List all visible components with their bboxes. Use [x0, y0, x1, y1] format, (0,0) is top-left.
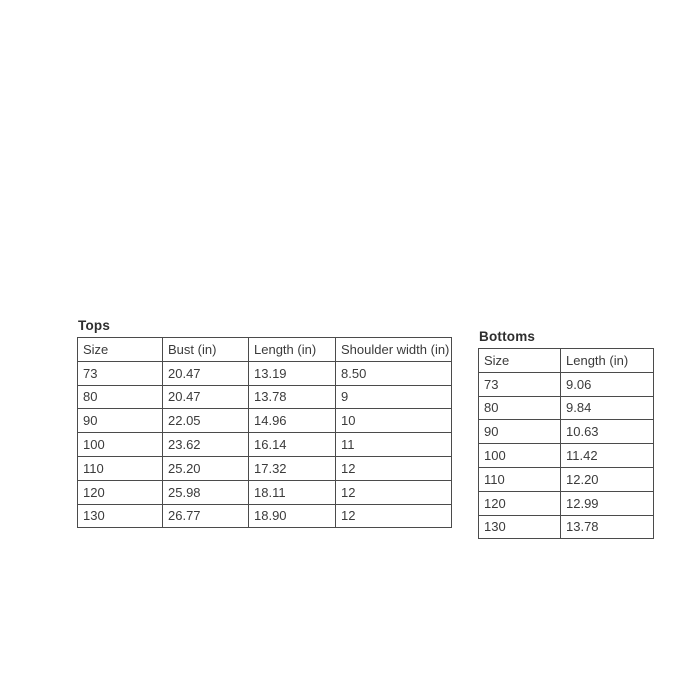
table-cell: 73: [78, 361, 163, 385]
table-cell: 11: [336, 433, 452, 457]
table-cell: 9.06: [561, 372, 654, 396]
column-header: Length (in): [249, 338, 336, 362]
table-cell: 100: [78, 433, 163, 457]
table-cell: 13.78: [561, 515, 654, 539]
table-cell: 80: [78, 385, 163, 409]
table-cell: 12: [336, 504, 452, 528]
table-cell: 23.62: [163, 433, 249, 457]
table-row: [78, 409, 452, 433]
table-row: [479, 420, 654, 444]
table-cell: 130: [78, 504, 163, 528]
table-row: [479, 515, 654, 539]
table-cell: 22.05: [163, 409, 249, 433]
table-cell: 120: [78, 480, 163, 504]
table-cell: 10: [336, 409, 452, 433]
table-cell: 9.84: [561, 396, 654, 420]
table-cell: 25.98: [163, 480, 249, 504]
table-row: [479, 372, 654, 396]
table-cell: 8.50: [336, 361, 452, 385]
column-header: Length (in): [561, 349, 654, 373]
table-cell: 12.99: [561, 491, 654, 515]
table-cell: 26.77: [163, 504, 249, 528]
table-cell: 17.32: [249, 456, 336, 480]
table-cell: 18.11: [249, 480, 336, 504]
table-row: [78, 480, 452, 504]
table-cell: 11.42: [561, 444, 654, 468]
table-row: [479, 467, 654, 491]
table-cell: 9: [336, 385, 452, 409]
column-header: Shoulder width (in): [336, 338, 452, 362]
header-row: [78, 338, 452, 362]
bottoms-size-chart: [478, 329, 654, 539]
table-row: [479, 396, 654, 420]
table-cell: 13.78: [249, 385, 336, 409]
table-cell: 80: [479, 396, 561, 420]
table-cell: 10.63: [561, 420, 654, 444]
tops-size-chart: [77, 318, 452, 528]
table-cell: 100: [479, 444, 561, 468]
table-cell: 13.19: [249, 361, 336, 385]
table-cell: 14.96: [249, 409, 336, 433]
table-cell: 20.47: [163, 361, 249, 385]
column-header: Size: [78, 338, 163, 362]
table-cell: 120: [479, 491, 561, 515]
table-row: [78, 385, 452, 409]
table-cell: 110: [479, 467, 561, 491]
bottoms-table: [478, 348, 654, 539]
table-cell: 16.14: [249, 433, 336, 457]
header-row: [479, 349, 654, 373]
table-row: [479, 491, 654, 515]
table-row: [78, 433, 452, 457]
table-cell: 73: [479, 372, 561, 396]
table-cell: 25.20: [163, 456, 249, 480]
column-header: Bust (in): [163, 338, 249, 362]
table-cell: 12: [336, 456, 452, 480]
table-cell: 110: [78, 456, 163, 480]
table-row: [78, 456, 452, 480]
table-row: [78, 504, 452, 528]
table-cell: 18.90: [249, 504, 336, 528]
table-cell: 90: [479, 420, 561, 444]
tops-title: Tops: [78, 318, 111, 333]
column-header: Size: [479, 349, 561, 373]
table-cell: 12.20: [561, 467, 654, 491]
bottoms-title: Bottoms: [479, 329, 536, 344]
table-row: [479, 444, 654, 468]
table-row: [78, 361, 452, 385]
table-cell: 12: [336, 480, 452, 504]
tops-table: [77, 337, 452, 528]
table-cell: 20.47: [163, 385, 249, 409]
table-cell: 130: [479, 515, 561, 539]
table-cell: 90: [78, 409, 163, 433]
